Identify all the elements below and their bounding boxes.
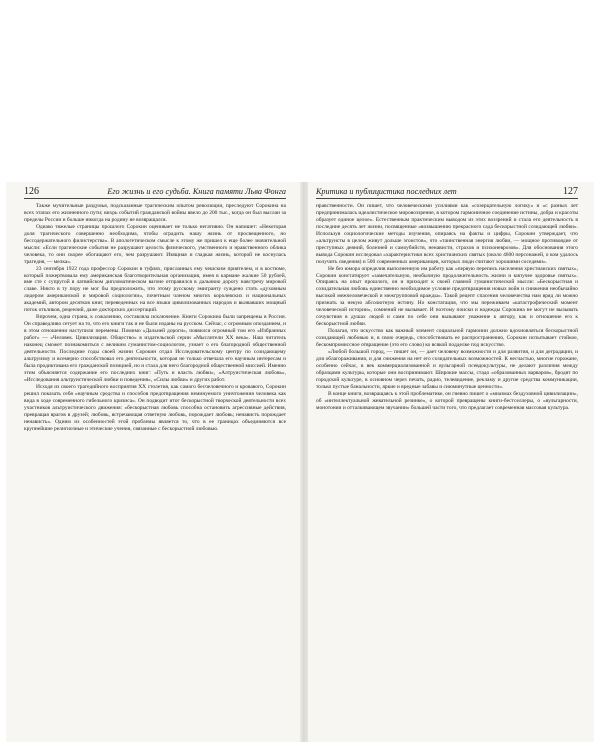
left-paragraph-3: 23 сентября 1922 года профессор Сорокин в туфлях, присланных ему чешским приятелем, и в костюме, который пожертвовала ему американская благотворительная организация, имея в кармане жалкие 50 рублей, вме сте с супругой в латвийском дипломатическом вагоне отправился в дальнюю дорогу навстречу мировой славе. Никто в ту пору не мог бы предположить, что этому русскому эмигранту суждено стать «духовным лидером американской и мировой социологии», почетным членом многих королевских и национальных академий, автором десятков книг, переведенных на все языки цивилизованных народов и вызвавших мощный поток откликов, рецензий, даже докторских диссертаций. <box>24 265 286 314</box>
right-paragraph-1: нравственности. Он пишет, что человеческими усилиями как «созерцательную логику» и «с разных лет предпринималась идеалистическое мировоззрение, в котором гармоничное соединение истины, добра и красоты образует единое целое». Естественным практическим выводом из этих воззрений и стала его деятельность в последние десять лет жизни, посвященные «возвышению прекрасного сада бескорыстной созидающей любви». Используя социологические методы изучения, опираясь на факты и цифры, Сорокин утверждает, что «альтруисты в целом живут дольше эгоистов», что «таинственная энергия любви, — мощное противоядие от преступных деяний, болезней и самоубийств, ненависти, страхов и психоневрозов». Для обоснования этого вывода Сорокин исследовал «характеристики всех христианских святых (около 4600 персонажей, о ком удалось получить сведения) и 500 современных американцев, которых люди считают хорошими соседями». <box>316 203 578 265</box>
right-page-header <box>316 186 578 199</box>
book-gutter <box>300 182 308 742</box>
left-page-number: 126 <box>24 186 39 197</box>
right-paragraph-3: Полагая, что искусство как важный элемент социальной гармонии должно вдохновляться бескорыстной созидающей любовью и, в свою очередь, способствовать ее распространению, Сорокин испытывает стойкое, бескомпромиссное отвращение (это его слово) ко всякой подделке под искусство. <box>316 328 578 349</box>
right-running-head: Критика и публицистика последних лет <box>316 187 457 196</box>
left-running-head: Его жизнь и его судьба. Книга памяти Льва Фонга <box>107 187 286 196</box>
right-page <box>316 186 578 736</box>
left-paragraph-1: Также мучительные раздумья, подсказанные трагическим опытом революции, преследуют Сорокина на всех этапах его жизненного пути; вихрь событий гражданской войны ввело до 200 тыс., когда он был выслан за пределы России и больше никогда на родину не возвращался. <box>24 203 286 223</box>
right-page-number: 127 <box>563 186 578 197</box>
left-page-body <box>24 203 286 432</box>
left-paragraph-5: Исходя из своего трагедийного восприятия XX столетия, как самого бесчеловечного и кровавого, Сорокин решил показать себя «научным средства и способов предотвращения неминуемого уничтожения человека как вида в ходе современного гибельного кризиса». Он подводит итог бескорыстной творческой деятельности всех участников альтруистического движения: «бескорыстная любовь способна остановить агрессивные действия, превращая врагов в друзей; любовь, встречающая ответную любовь, порождает любовь; ненависть порождает ненависть». Одним из особенностей этой проблемы является то, что в ее границах объединяются все крупнейшие религиозные и этические учения, связанные с бескорыстной любовью. <box>24 383 286 432</box>
right-paragraph-2: Не без юмора определив выполненную им работу как «первую перепись населения христианских святых», Сорокин констатирует «замечательную, необычную продолжительность жизни и кипучее здоровье святых». Опираясь на опыт прошлого, он и приходит к своей главной гуманистической мысли: «Бескорыстная и созидательная любовь единственно необходимое условие предотвращения новых войн и снижения необычайно высокой межчеловеческой и межгрупповой вражды». Такой рецепт спасения человечества нам вряд ли можно признать за некую абсолютную истину. Но констатация, что мы переживаем «катастрофический момент человеческой истории», сомнений не вызывает. И поэтому поиски и надежды Сорокина не могут не вызывать сочувствия в душах людей и сами по себе они вызывают уважение к автору, как и отношение его к бескорыстной любви. <box>316 265 578 328</box>
right-paragraph-4: «Любой большой город, — пишет он, — дает человеку возможности и для развития, и для деградации, и для облагораживания, и для снижения на нет его созидательных возможностей. К несчастью, многие горожане, особенно сейчас, в век коммерциализованной и вульгарной псевдокультуры, не делают различия между образцами культуры, которые они воспринимают. Широкие массы, стадо «образованных варваров», бродят по городской культуре, в основном через печать, радио, телевидение, рекламу и другие средства коммуникации, только пустые банальности, яркие и вредные забавы и сиюминутные ценности». <box>316 349 578 390</box>
left-page-header <box>24 186 286 199</box>
right-page-body <box>316 203 578 412</box>
right-paragraph-5: В конце книги, возвращаясь к этой проблематике, он гневно пишет о «миазмах бездуховной цивилизации», об «интеллектуальной жевательной резинке», о которой превращены книги-бестселлеры, о «вульгарности, монотонии и отталкивающем звучании» большей части того, что предлагает современная массовая культура. <box>316 390 578 411</box>
left-paragraph-2: Однако тяжелые страницы прошлого Сорокин оценивает не только негативно. Он напишет: «Некоторая доля трагического совершенно необходима, чтобы оградить нашу жизнь от просвещенного, но бессодержательного филистерства». В апологетическом смысле к этому же пришел к еще более значительной мысли: «Если трагические события не разрушают целость физического, умственного и нравственного облика человека, то они скорее обогащают его, чем разрушают. Изящная и гладкая жизнь, которой не коснулась трагедия, — мелка». <box>24 223 286 265</box>
left-page <box>24 186 286 736</box>
left-paragraph-4: Впрочем, одна страна, к сожалению, составляла исключение. Книги Сорокина были запрещены в России. Он справедливо сетует на то, что его книги так и не были изданы на русском. Сейчас, с огромным опозданием, и в этом отношении наступили перемены. Помимо «Дальней дороги», появился огромный том его «Избранных работ» — «Человек. Цивилизация. Общество» в издательской серии «Мыслители XX века». Наш читатель наконец сможет познакомиться с великим гуманистом-социологом, узнает о его благородной общественной деятельности. Последние годы своей жизни Сорокин отдал Исследовательскому центру по созидающему альтруизму и всемерно способствовал его деятельности, которая не только отвечала его научным интересам и была продиктована его гражданской позицией, но и стала для него благородной общественной миссией. Именно этим объясняется содержание его последних книг: «Путь и власть любви», «Алтруистическая любовь», «Исследования альтруистической любви и поведения», «Силы любви» и других работ. <box>24 314 286 383</box>
